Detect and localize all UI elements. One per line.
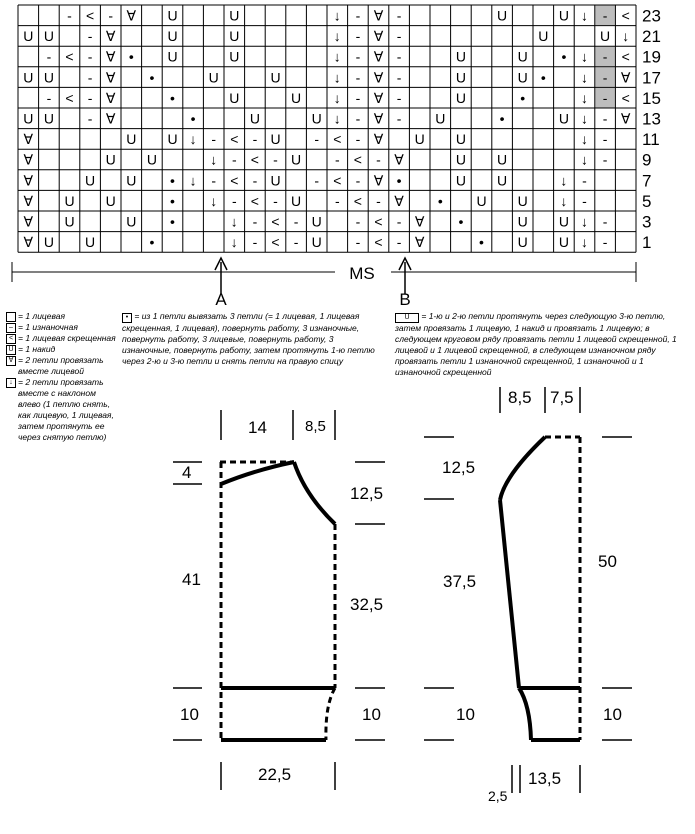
chart-stitch-symbol: -: [87, 28, 93, 45]
chart-stitch-symbol: ↓: [622, 28, 630, 45]
chart-stitch-symbol: ↓: [333, 48, 341, 65]
sleeve-cuff-right: 10: [603, 705, 622, 724]
chart-stitch-symbol: U: [64, 192, 75, 209]
chart-stitch-symbol: ∀: [373, 69, 384, 86]
chart-stitch-symbol: -: [211, 131, 217, 148]
chart-stitch-symbol: U: [85, 234, 96, 251]
chart-stitch-symbol: U: [455, 69, 466, 86]
legend-middle: • = из 1 петли вывязать 3 петли (= 1 лицевая, 1 лицевая скрещенная, 1 лицевая), повернуть работу, 3 изнаночные, повернуть работу, 3 лицевые, повернуть работу, 3 изнаночные, повернуть работу, затем протянуть 1-ю петлю через 2-ю и 3-ю петли и снять петли на правую спицу: [122, 311, 375, 366]
ms-label: MS: [349, 264, 375, 283]
chart-stitch-symbol: <: [621, 89, 630, 106]
chart-stitch-symbol: U: [126, 131, 137, 148]
chart-stitch-symbol: U: [476, 192, 487, 209]
chart-stitch-symbol: U: [23, 28, 34, 45]
chart-stitch-symbol: ∀: [373, 131, 384, 148]
chart-stitch-symbol: U: [85, 172, 96, 189]
chart-stitch-symbol: U: [558, 110, 569, 127]
chart-stitch-symbol: -: [602, 234, 608, 251]
chart-stitch-symbol: U: [311, 213, 322, 230]
chart-stitch-symbol: <: [353, 192, 362, 209]
chart-stitch-symbol: U: [291, 192, 302, 209]
chart-stitch-symbol: U: [105, 151, 116, 168]
chart-stitch-symbol: -: [334, 192, 340, 209]
body-total-length: 41: [182, 570, 201, 589]
chart-stitch-symbol: -: [355, 213, 361, 230]
chart-stitch-symbol: -: [602, 89, 608, 106]
chart-stitch-symbol: -: [396, 28, 402, 45]
sleeve-cuff-side: [519, 688, 531, 740]
chart-stitch-symbol: <: [333, 172, 342, 189]
decrease-right-icon: ∀: [6, 356, 16, 366]
chart-stitch-symbol: ∀: [23, 151, 34, 168]
chart-stitch-symbol: U: [311, 110, 322, 127]
legend-item-yarnover: U = 1 накид: [6, 344, 118, 355]
chart-stitch-symbol: U: [291, 151, 302, 168]
cable-icon: U: [395, 313, 419, 323]
chart-stitch-symbol: -: [252, 234, 258, 251]
sleeve-top-left: 8,5: [508, 388, 532, 407]
chart-stitch-symbol: ↓: [581, 69, 588, 86]
chart-stitch-symbol: ∀: [105, 28, 116, 45]
chart-stitch-symbol: ↓: [210, 151, 218, 168]
legend-item-purl: – = 1 изнаночная: [6, 322, 118, 333]
chart-stitch-symbol: -: [582, 172, 587, 189]
chart-stitch-symbol: U: [167, 7, 178, 24]
marker-a-label: A: [215, 290, 227, 309]
chart-stitch-symbol: U: [455, 48, 466, 65]
chart-stitch-symbol: U: [600, 28, 611, 45]
chart-stitch-symbol: •: [170, 213, 175, 230]
body-neckline: [221, 462, 294, 484]
chart-stitch-symbol: ↓: [560, 172, 568, 189]
sleeve-bottom-small: 2,5: [488, 788, 508, 804]
chart-stitch-symbol: U: [291, 89, 302, 106]
chart-stitch-symbol: •: [170, 192, 175, 209]
chart-stitch-symbol: ↓: [333, 28, 341, 45]
chart-stitch-symbol: -: [355, 48, 361, 65]
chart-stitch-symbol: -: [602, 48, 608, 65]
chart-stitch-symbol: U: [558, 213, 569, 230]
chart-stitch-symbol: ↓: [333, 7, 341, 24]
row-number: 5: [642, 191, 652, 211]
chart-stitch-symbol: <: [250, 151, 259, 168]
legend-right: U = 1-ю и 2-ю петли протянуть через следующую 3-ю петлю, затем провязать 1 лицевую, 1 накид и провязать 1 лицевую; в следующем круговом ряду провязать петли 1 лицевой скрещенной, 1 лицевой и 1 лицевой скрещенной, в следующем изнаночном ряду провязать петли 1 изнаночной скрещенной, 1 изнаночной и 1 изнаночной скрещенной: [395, 311, 677, 377]
chart-stitch-symbol: <: [374, 234, 383, 251]
row-number: 13: [642, 109, 661, 129]
yarnover-icon: U: [6, 345, 16, 355]
chart-stitch-symbol: U: [229, 89, 240, 106]
chart-stitch-symbol: ↓: [189, 172, 197, 189]
chart-stitch-symbol: U: [167, 28, 178, 45]
chart-stitch-symbol: ↓: [230, 213, 238, 230]
chart-stitch-symbol: ∀: [414, 213, 425, 230]
chart-stitch-symbol: ↓: [333, 69, 341, 86]
chart-stitch-symbol: -: [602, 7, 608, 24]
chart-stitch-symbol: •: [499, 110, 505, 127]
chart-stitch-symbol: U: [538, 28, 549, 45]
chart-stitch-symbol: -: [602, 69, 608, 86]
chart-stitch-symbol: -: [293, 213, 299, 230]
chart-stitch-symbol: ↓: [581, 48, 588, 65]
chart-stitch-symbol: •: [458, 213, 464, 230]
chart-stitch-symbol: U: [455, 89, 466, 106]
chart-stitch-symbol: ∀: [23, 213, 34, 230]
chart-stitch-symbol: <: [353, 151, 362, 168]
chart-stitch-symbol: -: [582, 192, 587, 209]
chart-stitch-symbol: U: [497, 151, 508, 168]
sleeve-cap-height: 12,5: [442, 458, 476, 477]
chart-stitch-symbol: -: [355, 89, 361, 106]
body-rib-right: 10: [362, 705, 381, 724]
sleeve-body-length: 37,5: [443, 572, 477, 591]
chart-stitch-symbol: U: [23, 69, 34, 86]
chart-stitch-symbol: ↓: [210, 192, 218, 209]
chart-stitch-symbol: <: [65, 48, 74, 65]
chart-stitch-symbol: ↓: [581, 234, 588, 251]
chart-stitch-symbol: -: [293, 234, 299, 251]
chart-stitch-symbol: U: [497, 7, 508, 24]
chart-stitch-symbol: ↓: [230, 234, 238, 251]
sleeve-length: 50: [598, 552, 617, 571]
chart-stitch-symbol: <: [621, 7, 630, 24]
chart-stitch-symbol: U: [105, 192, 116, 209]
chart-stitch-symbol: ↓: [581, 131, 588, 148]
chart-stitch-symbol: U: [270, 172, 281, 189]
chart-stitch-symbol: •: [561, 48, 567, 65]
chart-stitch-symbol: ↓: [189, 131, 197, 148]
row-number: 17: [642, 68, 661, 88]
chart-stitch-symbol: ∀: [620, 69, 631, 86]
chart-stitch-symbol: U: [517, 192, 528, 209]
chart-stitch-symbol: U: [43, 234, 54, 251]
chart-stitch-symbol: <: [374, 213, 383, 230]
chart-stitch-symbol: U: [517, 69, 528, 86]
chart-stitch-symbol: -: [355, 69, 361, 86]
chart-stitch-symbol: <: [86, 7, 95, 24]
chart-stitch-symbol: •: [190, 110, 196, 127]
chart-stitch-symbol: ∀: [105, 69, 116, 86]
chart-stitch-symbol: U: [43, 28, 54, 45]
chart-stitch-symbol: ↓: [333, 110, 341, 127]
row-number: 15: [642, 88, 661, 108]
chart-stitch-symbol: -: [602, 151, 608, 168]
chart-stitch-symbol: ∀: [373, 89, 384, 106]
chart-stitch-symbol: <: [65, 89, 74, 106]
chart-stitch-symbol: ∀: [373, 28, 384, 45]
chart-stitch-symbol: -: [314, 131, 320, 148]
chart-stitch-symbol: U: [435, 110, 446, 127]
chart-stitch-symbol: -: [252, 213, 258, 230]
row-number: 23: [642, 6, 661, 26]
chart-stitch-symbol: -: [355, 131, 361, 148]
chart-stitch-symbol: -: [355, 234, 361, 251]
chart-stitch-symbol: <: [250, 192, 259, 209]
chart-stitch-symbol: ∀: [373, 110, 384, 127]
body-rib-side: [326, 688, 335, 740]
chart-stitch-symbol: <: [621, 48, 630, 65]
body-rib-left: 10: [180, 705, 199, 724]
sleeve-bottom-width: 13,5: [528, 769, 562, 788]
chart-stitch-symbol: U: [311, 234, 322, 251]
chart-stitch-symbol: -: [108, 7, 114, 24]
chart-stitch-symbol: -: [396, 234, 402, 251]
bobble-icon: •: [122, 313, 132, 323]
chart-stitch-symbol: -: [252, 172, 258, 189]
chart-stitch-symbol: ↓: [581, 110, 588, 127]
chart-stitch-symbol: U: [167, 48, 178, 65]
chart-stitch-symbol: ∀: [105, 89, 116, 106]
chart-stitch-symbol: -: [334, 151, 340, 168]
chart-stitch-symbol: ∀: [373, 48, 384, 65]
chart-stitch-symbol: ↓: [581, 213, 588, 230]
chart-stitch-symbol: U: [146, 151, 157, 168]
chart-stitch-symbol: <: [333, 131, 342, 148]
chart-stitch-symbol: -: [46, 89, 52, 106]
chart-stitch-symbol: ∀: [394, 151, 404, 168]
chart-stitch-symbol: <: [230, 172, 239, 189]
chart-stitch-symbol: ∀: [23, 234, 34, 251]
chart-stitch-symbol: U: [497, 172, 508, 189]
chart-stitch-symbol: -: [396, 213, 402, 230]
chart-stitch-symbol: U: [249, 110, 260, 127]
chart-stitch-symbol: <: [230, 131, 239, 148]
chart-stitch-symbol: -: [355, 110, 361, 127]
chart-stitch-symbol: -: [252, 131, 258, 148]
chart-stitch-symbol: ∀: [620, 110, 631, 127]
row-number: 21: [642, 27, 661, 47]
chart-stitch-symbol: -: [231, 151, 237, 168]
chart-stitch-symbol: ↓: [560, 192, 568, 209]
chart-stitch-symbol: -: [396, 48, 402, 65]
sleeve-underarm: [500, 500, 519, 688]
chart-stitch-symbol: U: [23, 110, 34, 127]
sleeve-cap: [500, 437, 545, 500]
less-than-icon: <: [6, 334, 16, 344]
sleeve-cuff-left: 10: [456, 705, 475, 724]
chart-stitch-symbol: U: [64, 213, 75, 230]
chart-stitch-symbol: U: [270, 69, 281, 86]
chart-stitch-symbol: -: [46, 48, 52, 65]
chart-stitch-symbol: U: [455, 151, 466, 168]
chart-stitch-symbol: ↓: [581, 89, 588, 106]
chart-stitch-symbol: -: [87, 89, 93, 106]
chart-stitch-symbol: -: [314, 172, 320, 189]
body-bottom-width: 22,5: [258, 765, 292, 784]
dash-icon: –: [6, 323, 16, 333]
chart-stitch-symbol: ↓: [333, 89, 341, 106]
chart-stitch-symbol: ↓: [581, 7, 588, 24]
body-side-length: 32,5: [350, 595, 384, 614]
body-neck-depth: 4: [182, 463, 192, 482]
legend-item-k2tog: ∀ = 2 петли провязать вместе лицевой: [6, 355, 118, 377]
row-number: 3: [642, 212, 652, 232]
legend-item-knit: = 1 лицевая: [6, 311, 118, 322]
chart-stitch-symbol: U: [208, 69, 219, 86]
decrease-left-icon: ↓: [6, 378, 16, 388]
chart-stitch-symbol: -: [231, 192, 237, 209]
chart-stitch-symbol: U: [455, 131, 466, 148]
chart-stitch-symbol: U: [455, 172, 466, 189]
row-number: 7: [642, 171, 652, 191]
chart-stitch-symbol: -: [396, 89, 402, 106]
chart-stitch-symbol: U: [229, 28, 240, 45]
chart-stitch-symbol: U: [517, 213, 528, 230]
row-number: 9: [642, 150, 652, 170]
chart-stitch-symbol: -: [376, 151, 381, 168]
chart-stitch-symbol: U: [517, 234, 528, 251]
row-number: 11: [642, 130, 660, 150]
chart-stitch-symbol: U: [43, 110, 54, 127]
chart-stitch-symbol: -: [602, 213, 608, 230]
chart-stitch-symbol: ∀: [394, 192, 404, 209]
row-number: 1: [642, 233, 652, 253]
legend-item-ssk: ↓ = 2 петли провязать вместе с наклоном влево (1 петлю снять, как лицевую, 1 лицевая, затем протянуть ее через снятую петлю): [6, 377, 118, 443]
legend-item-twisted: < = 1 лицевая скрещенная: [6, 333, 118, 344]
chart-stitch-symbol: ∀: [23, 192, 34, 209]
chart-stitch-symbol: •: [128, 48, 134, 65]
chart-stitch-symbol: ∀: [23, 172, 34, 189]
chart-stitch-symbol: U: [558, 7, 569, 24]
body-armhole: [294, 462, 335, 524]
chart-stitch-symbol: <: [271, 213, 280, 230]
chart-stitch-symbol: -: [87, 110, 93, 127]
chart-stitch-symbol: -: [376, 192, 381, 209]
chart-stitch-symbol: -: [67, 7, 72, 24]
body-top-width: 14: [248, 418, 267, 437]
chart-stitch-symbol: ∀: [373, 172, 384, 189]
body-armhole: 12,5: [350, 484, 384, 503]
chart-stitch-symbol: ↓: [581, 151, 588, 168]
chart-stitch-symbol: •: [170, 172, 175, 189]
chart-stitch-symbol: U: [414, 131, 425, 148]
chart-stitch-symbol: U: [43, 69, 54, 86]
chart-stitch-symbol: U: [126, 213, 137, 230]
chart-stitch-symbol: •: [479, 234, 484, 251]
chart-stitch-symbol: ∀: [373, 7, 384, 24]
chart-stitch-symbol: -: [396, 69, 402, 86]
chart-stitch-symbol: ∀: [23, 131, 34, 148]
chart-stitch-symbol: -: [355, 28, 361, 45]
chart-stitch-symbol: <: [271, 234, 280, 251]
chart-stitch-symbol: •: [520, 89, 526, 106]
marker-b-label: B: [399, 290, 411, 309]
chart-stitch-symbol: -: [87, 69, 93, 86]
chart-stitch-symbol: U: [229, 48, 240, 65]
chart-stitch-symbol: -: [273, 151, 278, 168]
chart-stitch-symbol: -: [355, 172, 361, 189]
chart-stitch-symbol: U: [517, 48, 528, 65]
chart-stitch-symbol: -: [273, 192, 278, 209]
chart-stitch-symbol: ∀: [414, 234, 425, 251]
chart-stitch-symbol: U: [270, 131, 281, 148]
chart-stitch-symbol: ∀: [126, 7, 137, 24]
chart-stitch-symbol: -: [211, 172, 217, 189]
chart-stitch-symbol: •: [149, 234, 155, 251]
chart-stitch-symbol: -: [396, 7, 402, 24]
chart-stitch-symbol: ∀: [105, 110, 116, 127]
chart-stitch-symbol: -: [355, 7, 361, 24]
body-shoulder: 8,5: [305, 418, 326, 435]
sleeve-top-right: 7,5: [550, 388, 574, 407]
chart-stitch-symbol: •: [396, 172, 402, 189]
chart-stitch-symbol: -: [602, 131, 608, 148]
chart-stitch-symbol: -: [396, 110, 402, 127]
chart-stitch-symbol: •: [149, 69, 155, 86]
chart-stitch-symbol: U: [558, 234, 569, 251]
chart-stitch-symbol: U: [229, 7, 240, 24]
chart-stitch-symbol: -: [87, 48, 93, 65]
chart-stitch-symbol: •: [170, 89, 175, 106]
chart-stitch-symbol: -: [602, 110, 608, 127]
chart-stitch-symbol: •: [437, 192, 443, 209]
chart-stitch-symbol: ∀: [105, 48, 116, 65]
chart-stitch-symbol: U: [126, 172, 137, 189]
chart-stitch-symbol: U: [167, 131, 178, 148]
row-number: 19: [642, 47, 661, 67]
chart-stitch-symbol: •: [540, 69, 546, 86]
